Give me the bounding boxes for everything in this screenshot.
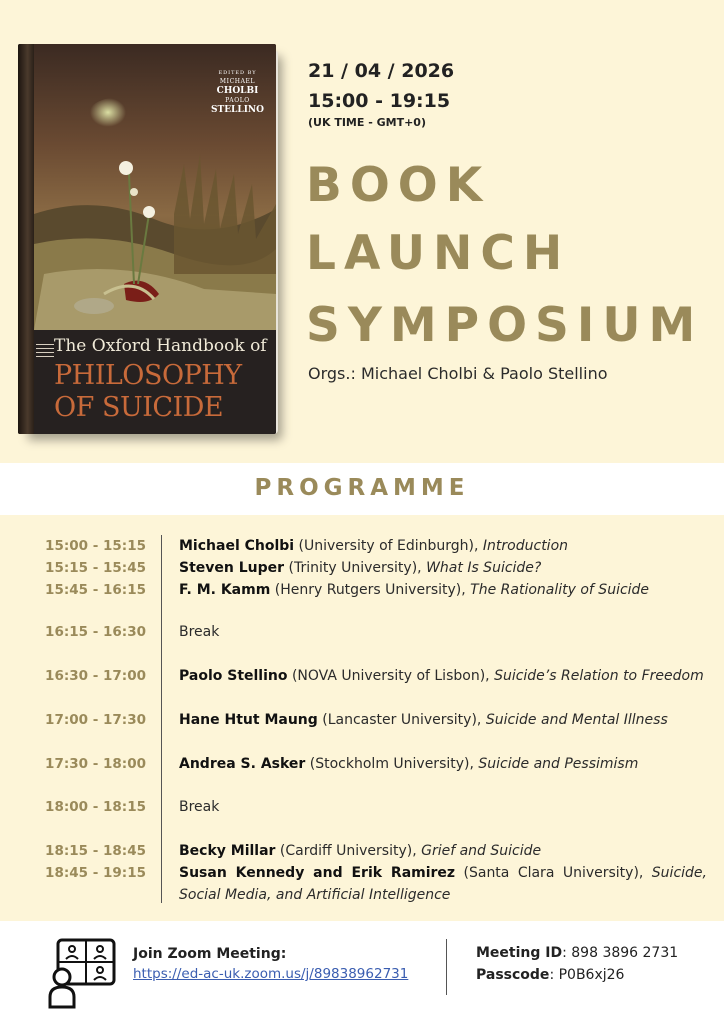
speaker-affiliation: (Stockholm University), [305,756,479,772]
slot-time: 15:45 - 16:15 [45,582,146,598]
speaker-name: F. M. Kamm [179,582,271,598]
passcode-value: : P0B6xj26 [549,967,625,983]
talk-title: Suicide and Pessimism [478,756,639,772]
slot-time: 18:00 - 18:15 [45,799,146,815]
slot-details [179,862,707,906]
hero-section [0,0,724,463]
decorative-lines-icon [36,344,54,358]
talk-title: Suicide and Mental Illness [485,712,668,728]
book-cover [18,44,276,434]
programme-title: PROGRAMME [254,475,470,501]
slot-time: 18:15 - 18:45 [45,843,146,859]
speaker-affiliation: (NOVA University of Lisbon), [287,668,495,684]
book-title-line2: PHILOSOPHY OF SUICIDE [54,360,242,423]
slot-time: 15:15 - 15:45 [45,560,146,576]
speaker-name: Becky Millar [179,843,276,859]
slot-details [179,709,707,731]
slot-details [179,557,707,579]
editor1-first: MICHAEL [219,78,256,85]
speaker-affiliation: (Santa Clara University), [455,865,652,881]
speaker-affiliation: (University of Edinburgh), [294,538,483,554]
speaker-name: Hane Htut Maung [179,712,318,728]
speaker-name: Michael Cholbi [179,538,295,554]
passcode-label: Passcode [476,967,550,983]
speaker-affiliation: (Lancaster University), [317,712,486,728]
book-cover-image [18,44,280,436]
speaker-name: Andrea S. Asker [179,756,306,772]
edited-by-label: EDITED BY [218,70,257,76]
slot-details [179,665,707,687]
slot-details [179,535,707,557]
talk-title: Grief and Suicide [421,843,542,859]
slot-time: 16:15 - 16:30 [45,624,146,640]
speaker-name: Steven Luper [179,560,285,576]
slot-details [179,840,707,862]
talk-title: Suicide, Social Media, and Artificial Intelligence [179,865,707,903]
zoom-footer [0,921,724,1024]
book-title-panel [34,330,276,434]
speaker-name: Paolo Stellino [179,668,288,684]
speaker-affiliation: (Trinity University), [284,560,427,576]
headline-book: BOOK [306,158,491,213]
book-editors [211,70,264,116]
speaker-affiliation: (Cardiff University), [275,843,422,859]
talk-title: Introduction [482,538,569,554]
slot-time: 17:30 - 18:00 [45,756,146,772]
meeting-id-label: Meeting ID [476,945,563,961]
event-date: 21 / 04 / 2026 [308,60,455,82]
event-time: 15:00 - 19:15 [308,90,451,112]
book-spine [18,44,34,434]
editor2-last: STELLINO [211,105,264,115]
event-timezone: (UK TIME - GMT+0) [308,116,426,129]
speaker-affiliation: (Henry Rutgers University), [270,582,471,598]
slot-details [179,753,707,775]
slot-details [179,579,707,601]
programme-band [0,463,724,515]
meeting-id-value: : 898 3896 2731 [562,945,679,961]
editor1-last: CHOLBI [216,86,259,96]
meeting-id [476,945,678,961]
slot-time: 15:00 - 15:15 [45,538,146,554]
book-title-line1: The Oxford Handbook of [54,336,267,356]
join-zoom-label: Join Zoom Meeting: [133,946,287,962]
break-label: Break [179,624,220,640]
slot-time: 18:45 - 19:15 [45,865,146,881]
talk-title: What Is Suicide? [426,560,542,576]
talk-title: The Rationality of Suicide [470,582,650,598]
talk-title: Suicide’s Relation to Freedom [494,668,704,684]
slot-time: 17:00 - 17:30 [45,712,146,728]
editor2-first: PAOLO [225,97,250,104]
footer-divider [446,939,447,995]
zoom-meeting-link[interactable]: https://ed-ac-uk.zoom.us/j/89838962731 [133,966,409,982]
programme-schedule [0,515,724,921]
headline-launch: LAUNCH [306,226,571,281]
passcode [476,967,624,983]
break-label: Break [179,799,220,815]
schedule-divider [161,535,162,903]
speaker-name: Susan Kennedy and Erik Ramirez [179,865,456,881]
organizers: Orgs.: Michael Cholbi & Paolo Stellino [308,364,608,383]
slot-time: 16:30 - 17:00 [45,668,146,684]
video-meeting-icon [48,937,118,1009]
headline-symposium: SYMPOSIUM [306,298,704,353]
